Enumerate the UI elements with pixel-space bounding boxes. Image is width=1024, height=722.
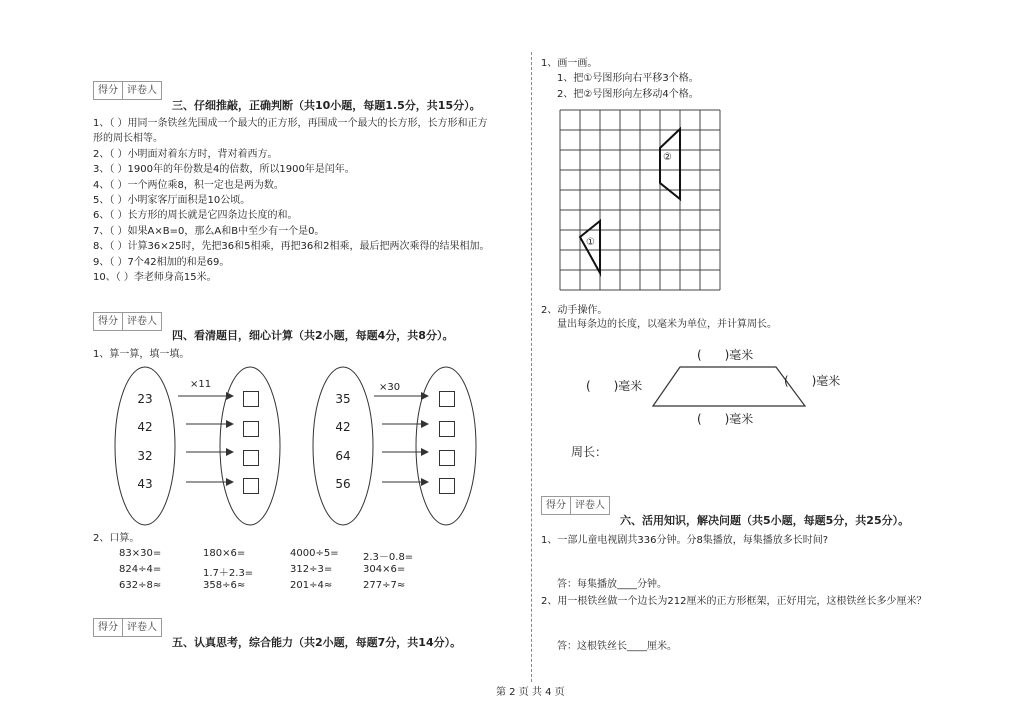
oral-item: 2.3－0.8= xyxy=(363,552,414,563)
list-item: 6、（ ）长方形的周长就是它四条边长度的和。 xyxy=(93,210,298,222)
left-number: 23 xyxy=(137,392,153,406)
right-number: 56 xyxy=(335,477,351,491)
score-box-5 xyxy=(93,618,162,637)
answer-box[interactable] xyxy=(243,478,259,494)
right-number: 35 xyxy=(335,392,351,406)
left-number: 42 xyxy=(137,420,153,434)
oral-item: 312÷3= xyxy=(290,564,333,575)
oral-item: 824÷4= xyxy=(119,564,162,575)
score-label: 得分 xyxy=(98,85,118,96)
score-label: 得分 xyxy=(98,316,118,327)
oral-item: 4000÷5= xyxy=(290,548,339,559)
section6-title: 六、活用知识，解决问题（共5小题，每题5分，共25分）。 xyxy=(620,514,910,527)
list-item: 5、（ ）小明家客厅面积是10公顷。 xyxy=(93,194,251,206)
section4-q2: 2、口算。 xyxy=(93,533,140,544)
oral-item: 358÷6≈ xyxy=(203,580,246,591)
oral-item: 83×30= xyxy=(119,548,162,559)
list-item: 3、（ ）1900年的年份数是4的倍数，所以1900年是闰年。 xyxy=(93,164,355,176)
left-operator: ×11 xyxy=(190,379,212,390)
right-number: 42 xyxy=(335,420,351,434)
list-item: 4、（ ）一个两位乘8，积一定也是两为数。 xyxy=(93,179,284,191)
section4-q1: 1、算一算，填一填。 xyxy=(93,349,190,360)
oral-item: 1.7＋2.3= xyxy=(203,568,254,579)
section5-q1: 1、画一画。 xyxy=(541,58,598,69)
section5-q1b: 2、把②号图形向左移动4个格。 xyxy=(557,89,699,100)
answer-box[interactable] xyxy=(243,421,259,437)
oral-item: 277÷7≈ xyxy=(363,580,406,591)
oral-item: 304×6= xyxy=(363,564,406,575)
section5-q2-desc: 量出每条边的长度，以毫米为单位，并计算周长。 xyxy=(557,319,777,330)
reviewer-label: 评卷人 xyxy=(122,313,161,330)
reviewer-label: 评卷人 xyxy=(570,497,609,514)
left-number: 32 xyxy=(137,449,153,463)
shape-1-label: ① xyxy=(586,237,595,248)
score-label: 得分 xyxy=(546,500,566,511)
drawing-grid xyxy=(560,110,720,290)
answer-box[interactable] xyxy=(439,478,455,494)
list-item: 2、（ ）小明面对着东方时，背对着西方。 xyxy=(93,148,278,160)
left-number: 43 xyxy=(137,477,153,491)
page-footer: 第 2 页 共 4 页 xyxy=(496,687,565,698)
section5-q2: 2、动手操作。 xyxy=(541,305,608,316)
section6-q1: 1、一部儿童电视剧共336分钟。分8集播放，每集播放多长时间? xyxy=(541,535,829,546)
list-item: 7、（ ）如果A×B=0，那么A和B中至少有一个是0。 xyxy=(93,225,325,237)
shape-2-label: ② xyxy=(663,152,672,163)
list-item: 1、（ ）用同一条铁丝先围成一个最大的正方形，再围成一个最大的长方形，长方形和正方 xyxy=(93,118,488,129)
mm-right: ( )毫米 xyxy=(784,374,841,388)
section6-a1: 答：每集播放____分钟。 xyxy=(557,579,667,590)
right-source-ellipse xyxy=(313,367,373,525)
answer-box[interactable] xyxy=(243,391,259,407)
mm-left: ( )毫米 xyxy=(586,379,643,393)
section4-title: 四、看清题目，细心计算（共2小题，每题4分，共8分）。 xyxy=(172,329,454,342)
section3-title: 三、仔细推敲，正确判断（共10小题，每题1.5分，共15分）。 xyxy=(172,99,481,112)
list-item: 8、（ ）计算36×25时，先把36和5相乘，再把36和2相乘，最后把两次乘得的结果相加。 xyxy=(93,241,490,253)
mm-bottom: ( )毫米 xyxy=(697,412,754,426)
section6-a2: 答：这根铁丝长____厘米。 xyxy=(557,641,677,652)
score-box-6 xyxy=(541,496,610,515)
answer-box[interactable] xyxy=(243,450,259,466)
mm-top: ( )毫米 xyxy=(697,348,754,362)
oral-item: 201÷4≈ xyxy=(290,580,333,591)
list-item: 9、（ ）7个42相加的和是69。 xyxy=(93,256,230,268)
answer-box[interactable] xyxy=(439,421,455,437)
right-number: 64 xyxy=(335,449,351,463)
answer-box[interactable] xyxy=(439,391,455,407)
section5-title: 五、认真思考，综合能力（共2小题，每题7分，共14分）。 xyxy=(172,636,462,649)
left-source-ellipse xyxy=(115,367,175,525)
reviewer-label: 评卷人 xyxy=(122,82,161,99)
trapezoid xyxy=(653,367,805,406)
answer-box[interactable] xyxy=(439,450,455,466)
oral-item: 632÷8≈ xyxy=(119,580,162,591)
reviewer-label: 评卷人 xyxy=(122,619,161,636)
score-label: 得分 xyxy=(98,622,118,633)
list-item: 形的周长相等。 xyxy=(93,133,163,145)
section6-q2: 2、用一根铁丝做一个边长为212厘米的正方形框架，正好用完，这根铁丝长多少厘米？ xyxy=(541,596,927,607)
list-item: 10、（ ）李老师身高15米。 xyxy=(93,271,217,283)
perimeter-label: 周长： xyxy=(571,445,608,459)
section5-q1a: 1、把①号图形向右平移3个格。 xyxy=(557,73,699,84)
oral-item: 180×6= xyxy=(203,548,246,559)
right-operator: ×30 xyxy=(379,382,401,393)
